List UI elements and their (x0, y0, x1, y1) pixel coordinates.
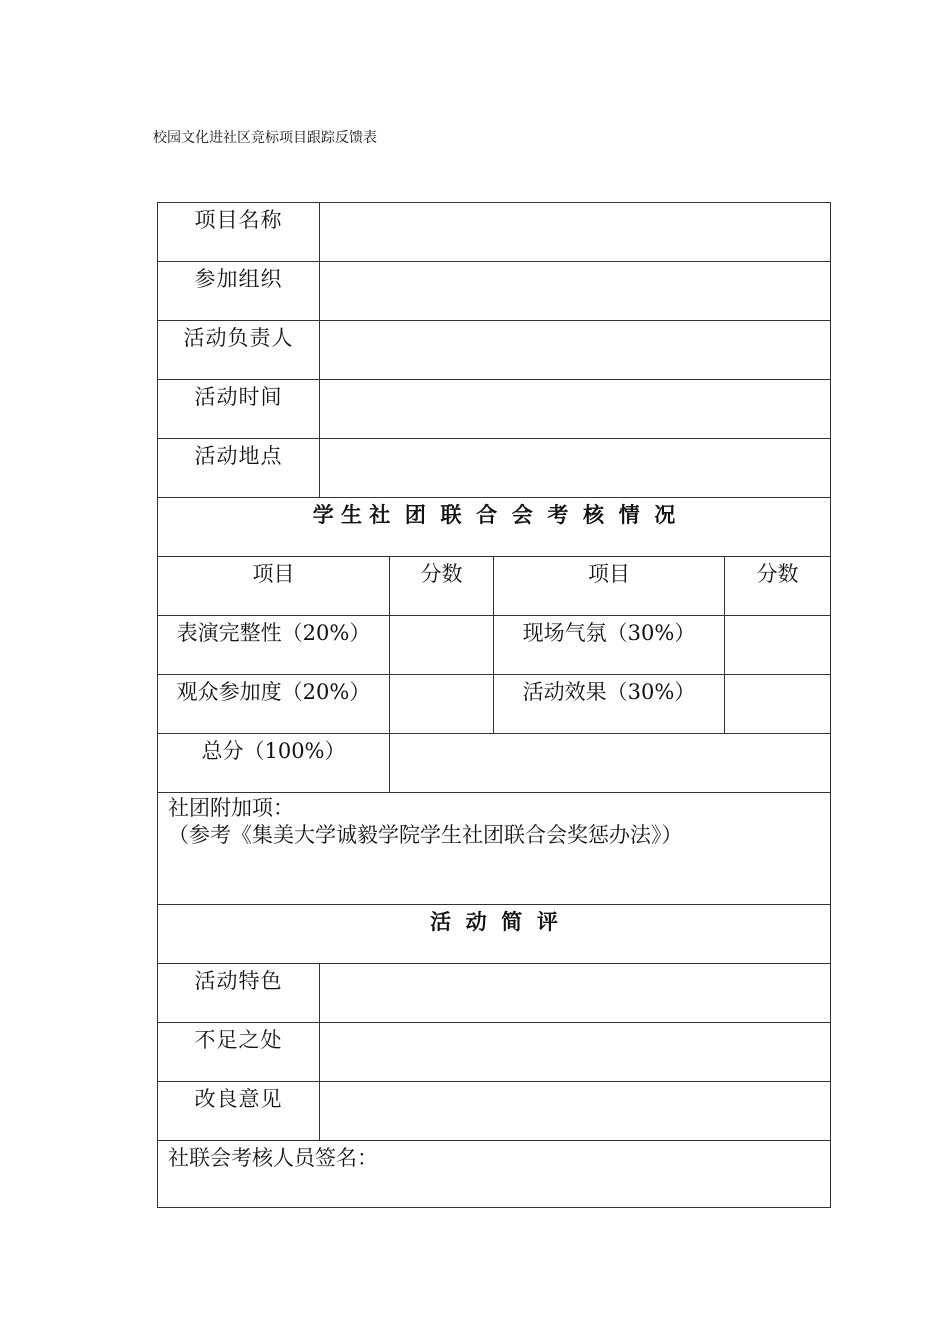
row-location (158, 439, 831, 498)
row-assessment-heading (158, 498, 831, 557)
col-header-score-2: 分数 (725, 557, 831, 616)
score-atmosphere-field[interactable] (725, 616, 831, 675)
organization-label: 参加组织 (158, 262, 320, 321)
time-label: 活动时间 (158, 380, 320, 439)
signature-cell[interactable] (158, 1141, 831, 1208)
total-score-label: 总分（100%） (158, 734, 390, 793)
row-features (158, 964, 831, 1023)
score-audience-participation-field[interactable] (390, 675, 494, 734)
extra-items-label: 社团附加项： (168, 796, 294, 820)
row-total (158, 734, 831, 793)
organization-field[interactable] (320, 262, 831, 321)
item-audience-participation: 观众参加度（20%） (158, 675, 390, 734)
project-name-field[interactable] (320, 203, 831, 262)
feedback-form-table (157, 202, 831, 1208)
features-field[interactable] (320, 964, 831, 1023)
row-shortcomings (158, 1023, 831, 1082)
project-name-label: 项目名称 (158, 203, 320, 262)
leader-label: 活动负责人 (158, 321, 320, 380)
item-performance-completeness: 表演完整性（20%） (158, 616, 390, 675)
col-header-item-1: 项目 (158, 557, 390, 616)
col-header-item-2: 项目 (494, 557, 725, 616)
signature-label: 社联会考核人员签名： (168, 1146, 378, 1170)
item-atmosphere: 现场气氛（30%） (494, 616, 725, 675)
features-label: 活动特色 (158, 964, 320, 1023)
row-assessment-header (158, 557, 831, 616)
document-title: 校园文化进社区竞标项目跟踪反馈表 (153, 130, 377, 146)
row-signature (158, 1141, 831, 1208)
location-field[interactable] (320, 439, 831, 498)
location-label: 活动地点 (158, 439, 320, 498)
total-score-field[interactable] (390, 734, 831, 793)
row-organization (158, 262, 831, 321)
extra-items-reference: （参考《集美大学诚毅学院学生社团联合会奖惩办法》） (168, 823, 683, 847)
row-project-name (158, 203, 831, 262)
time-field[interactable] (320, 380, 831, 439)
suggestions-field[interactable] (320, 1082, 831, 1141)
row-review-heading (158, 905, 831, 964)
shortcomings-field[interactable] (320, 1023, 831, 1082)
review-heading: 活 动 简 评 (158, 905, 831, 964)
item-activity-effect: 活动效果（30%） (494, 675, 725, 734)
row-time (158, 380, 831, 439)
assessment-heading: 学 生 社 团 联 合 会 考 核 情 况 (158, 498, 831, 557)
row-suggestions (158, 1082, 831, 1141)
shortcomings-label: 不足之处 (158, 1023, 320, 1082)
col-header-score-1: 分数 (390, 557, 494, 616)
assessment-row (158, 616, 831, 675)
assessment-row (158, 675, 831, 734)
score-activity-effect-field[interactable] (725, 675, 831, 734)
row-extra-items (158, 793, 831, 905)
leader-field[interactable] (320, 321, 831, 380)
suggestions-label: 改良意见 (158, 1082, 320, 1141)
extra-items-cell[interactable] (158, 793, 831, 905)
row-leader (158, 321, 831, 380)
score-performance-completeness-field[interactable] (390, 616, 494, 675)
